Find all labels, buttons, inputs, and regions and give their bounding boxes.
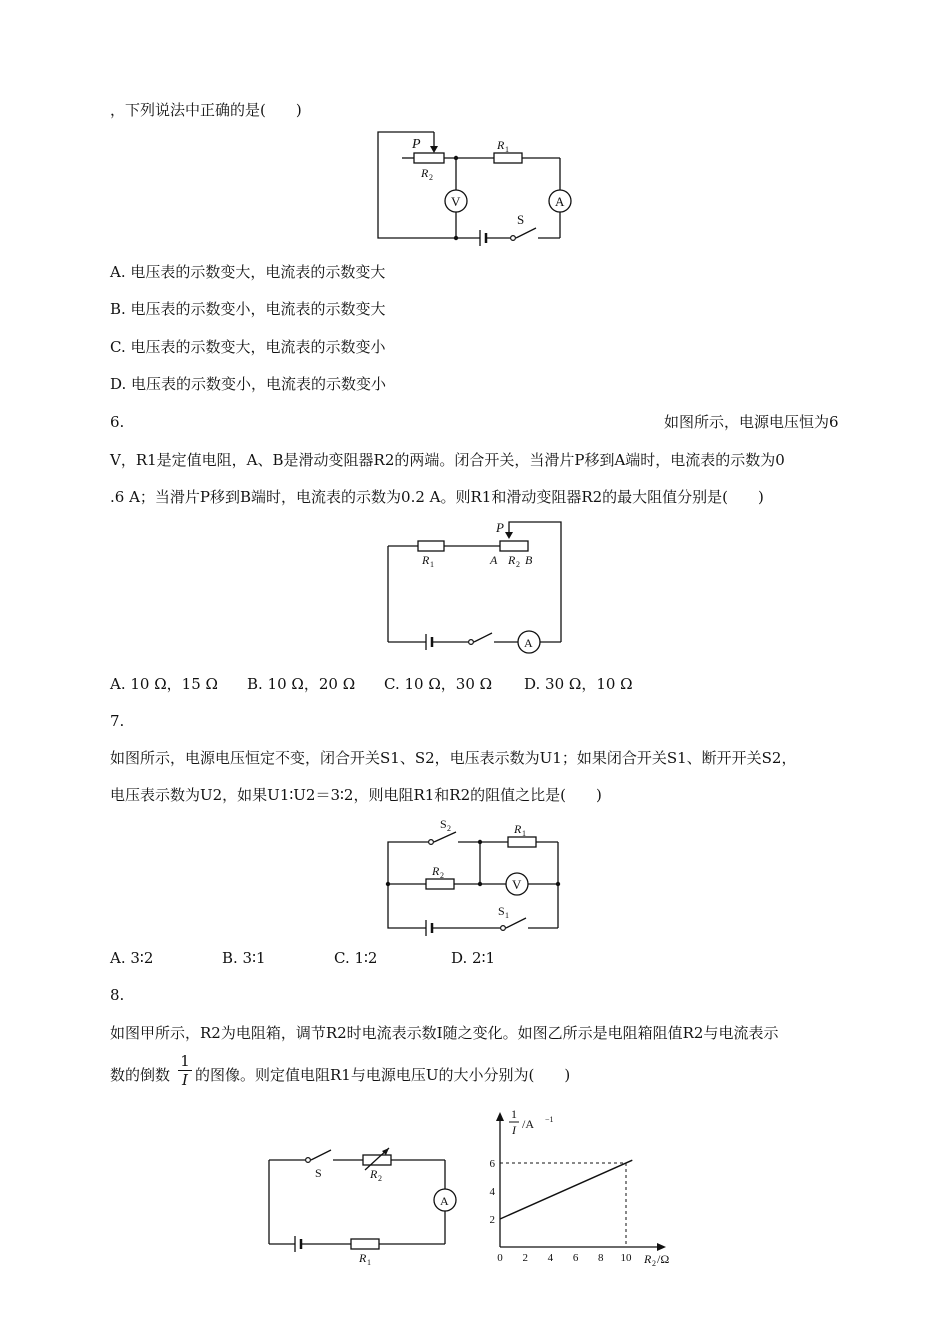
q5-switch-label: S <box>517 212 525 227</box>
q6-circuit <box>382 516 572 656</box>
q7-option-a: A. 3∶2 <box>110 949 154 967</box>
q7-circuit <box>382 812 572 942</box>
q6-number: 6. <box>110 413 125 431</box>
q8-circuit-label-r2: R <box>370 1167 378 1181</box>
q7-line1: 如图所示，电源电压恒定不变，闭合开关S1、S2，电压表示数为U1；如果闭合开关S1、断开开关S2， <box>110 749 797 767</box>
chart-x-tick-label: 4 <box>547 1252 554 1264</box>
q6-option-a: A. 10 Ω，15 Ω <box>110 675 218 693</box>
chart-ylabel-unit: /A <box>522 1117 534 1131</box>
q5-option-b: B. 电压表的示数变小，电流表的示数变大 <box>110 300 386 318</box>
q6-label-b-end: B <box>525 553 533 567</box>
q7-voltmeter-label: V <box>512 877 522 892</box>
q5-label-r2: R <box>421 166 429 180</box>
chart-xlabel-unit: /Ω <box>657 1252 670 1266</box>
q8-fraction-denominator: I <box>178 1070 192 1089</box>
chart-ylabel-exp: −1 <box>545 1115 554 1124</box>
chart-x-tick-label: 6 <box>572 1252 579 1264</box>
chart-x-tick-label: 10 <box>620 1252 632 1264</box>
q7-label-s1-sub: 1 <box>505 911 509 920</box>
q7-option-d: D. 2∶1 <box>451 949 496 967</box>
q5-ammeter-label: A <box>555 194 565 209</box>
q8-chart <box>480 1106 710 1266</box>
q7-label-r2: R <box>432 864 440 878</box>
chart-y-arrow <box>496 1112 504 1121</box>
q5-option-d: D. 电压表的示数变小，电流表的示数变小 <box>110 375 387 393</box>
q6-line1: 如图所示，电源电压恒为6 <box>664 413 839 431</box>
chart-ylabel-num: 1 <box>511 1107 517 1121</box>
q8-line2-a: 数的倒数 <box>110 1066 171 1084</box>
q6-ammeter-label: A <box>524 636 533 650</box>
q8-circuit-label-r1-sub: 1 <box>367 1258 371 1267</box>
q8-ammeter-label: A <box>440 1194 449 1208</box>
chart-y-tick-label: 6 <box>489 1158 495 1170</box>
chart-ylabel-den: I <box>512 1123 516 1137</box>
q7-line2: 电压表示数为U2，如果U1∶U2＝3∶2，则电阻R1和R2的阻值之比是( ) <box>110 786 602 804</box>
chart-x-tick-label: 8 <box>598 1252 604 1264</box>
q5-option-a: A. 电压表的示数变大，电流表的示数变大 <box>110 263 386 281</box>
q8-circuit-label-r2-sub: 2 <box>378 1174 382 1183</box>
q6-line2: V，R1是定值电阻，A、B是滑动变阻器R2的两端。闭合开关，当滑片P移到A端时，电流表的示数为0 <box>110 451 785 469</box>
q7-label-r2-sub: 2 <box>440 871 444 880</box>
q6-option-c: C. 10 Ω，30 Ω <box>384 675 493 693</box>
q6-label-p: P <box>496 520 504 535</box>
q7-label-s2: S <box>440 817 447 831</box>
q8-line1: 如图甲所示，R2为电阻箱，调节R2时电流表示数I随之变化。如图乙所示是电阻箱阻值R2与电流表示 <box>110 1024 779 1042</box>
q5-voltmeter-label: V <box>451 194 461 209</box>
q6-line3: .6 A；当滑片P移到B端时，电流表的示数为0.2 A。则R1和滑动变阻器R2的最大阻值分别是( ) <box>110 488 764 506</box>
q5-stem: ，下列说法中正确的是( ) <box>110 101 302 119</box>
chart-y-tick-label: 4 <box>489 1186 495 1198</box>
q5-label-r2-sub: 2 <box>429 173 433 182</box>
q6-label-r2-sub: 2 <box>516 560 520 569</box>
chart-x-tick-label: 2 <box>522 1252 528 1264</box>
q7-label-r1-sub: 1 <box>522 829 526 838</box>
q7-option-c: C. 1∶2 <box>334 949 378 967</box>
q5-circuit <box>372 128 572 248</box>
q8-fraction <box>178 1052 192 1089</box>
q5-label-r1-sub: 1 <box>505 145 509 154</box>
q5-label-r1: R <box>497 138 505 152</box>
q6-label-a-end: A <box>490 553 498 567</box>
q8-circuit <box>265 1150 465 1267</box>
chart-xlabel-sub: 2 <box>652 1259 656 1268</box>
q6-option-b: B. 10 Ω，20 Ω <box>247 675 356 693</box>
q6-option-d: D. 30 Ω，10 Ω <box>524 675 633 693</box>
q6-label-r1-sub: 1 <box>430 560 434 569</box>
chart-x-arrow <box>657 1243 666 1251</box>
q6-label-r2: R <box>508 553 516 567</box>
q8-circuit-label-r1: R <box>359 1251 367 1265</box>
q7-label-s1: S <box>498 904 505 918</box>
q8-circuit-label-s: S <box>315 1166 322 1180</box>
chart-y-tick-label: 2 <box>489 1214 495 1226</box>
q8-number: 8. <box>110 986 125 1004</box>
q7-option-b: B. 3∶1 <box>222 949 266 967</box>
chart-xlabel-r: R <box>644 1252 652 1266</box>
q7-number: 7. <box>110 712 125 730</box>
q5-label-p: P <box>412 137 421 152</box>
q5-option-c: C. 电压表的示数变大，电流表的示数变小 <box>110 338 386 356</box>
q7-label-r1: R <box>514 822 522 836</box>
chart-x-tick-label: 0 <box>497 1252 503 1264</box>
q8-fraction-numerator: 1 <box>180 1052 190 1070</box>
q6-label-r1: R <box>422 553 430 567</box>
q8-line2-b: 的图像。则定值电阻R1与电源电压U的大小分别为( ) <box>195 1066 571 1084</box>
chart-series-line <box>500 1160 632 1219</box>
q7-label-s2-sub: 2 <box>447 824 451 833</box>
